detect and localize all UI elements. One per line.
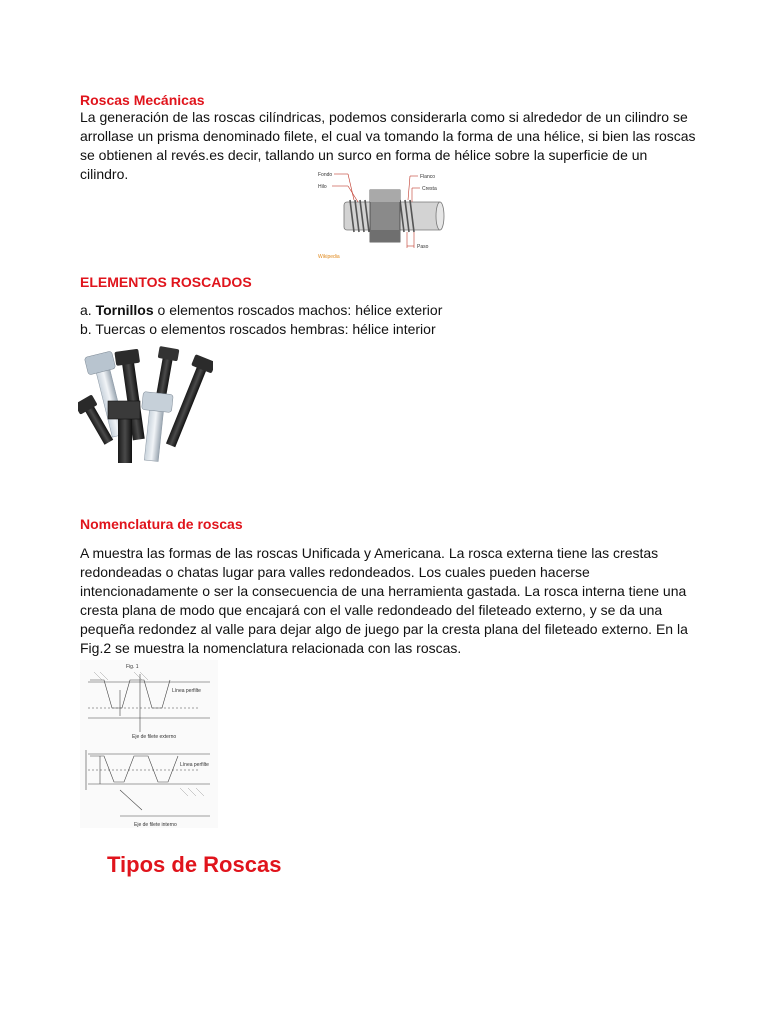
figure-caption: Fig. 1: [126, 664, 139, 670]
list-item-b: b. Tuercas o elementos roscados hembras: hélice interior: [80, 321, 436, 337]
heading-elementos-roscados: ELEMENTOS ROSCADOS: [80, 274, 252, 290]
paragraph-line: cilindro.: [80, 166, 129, 182]
label-fondo: Fondo: [318, 172, 333, 178]
title-tipos-de-roscas: Tipos de Roscas: [107, 852, 282, 877]
paragraph-line: arrollase un prisma denominado filete, el cual va tomando la forma de una hélice, si bien las roscas: [80, 128, 696, 144]
label-linea-perfil-2: Línea perfilte: [180, 762, 209, 768]
figure-watermark: Wikipedia: [318, 254, 340, 260]
list-item-a-prefix: a.: [80, 302, 96, 318]
thread-nomenclature-figure: [80, 660, 218, 828]
label-flanco: Flanco: [420, 174, 436, 180]
label-eje-1: Eje de filete externo: [132, 734, 177, 740]
list-elementos: [80, 301, 700, 339]
label-linea-perfil-1: Línea perfilte: [172, 688, 201, 694]
paragraph-nomenclatura: [80, 544, 700, 658]
paragraph-line: intencionadamente o ser la consecuencia de una herramienta gastada. La rosca interna tiene una: [80, 583, 687, 599]
label-cresta: Cresta: [422, 186, 437, 192]
paragraph-line: La generación de las roscas cilíndricas, podemos considerarla como si alrededor de un cilindro se: [80, 109, 688, 125]
bolts-image: [78, 345, 213, 465]
bolt-thread-figure: [314, 168, 446, 260]
label-hilo: Hilo: [318, 184, 327, 190]
heading-nomenclatura: Nomenclatura de roscas: [80, 516, 243, 532]
paragraph-line: A muestra las formas de las roscas Unificada y Americana. La rosca externa tiene las crestas: [80, 545, 659, 561]
paragraph-line: Fig.2 se muestra la nomenclatura relacionada con las roscas.: [80, 640, 462, 656]
list-item-a: [80, 301, 700, 320]
label-eje-2: Eje de filete interno: [134, 822, 177, 828]
paragraph-line: se obtienen al revés.es decir, tallando un surco en forma de hélice sobre la superficie de un: [80, 147, 648, 163]
heading-roscas-mecanicas: Roscas Mecánicas: [80, 92, 205, 108]
list-item-a-rest: o elementos roscados machos: hélice exterior: [153, 302, 443, 318]
label-paso: Paso: [417, 244, 429, 250]
list-item-a-bold: Tornillos: [95, 302, 154, 318]
paragraph-line: pequeña redondez al valle para dejar algo de juego par la cresta plana del fileteado externo. En la: [80, 621, 688, 637]
paragraph-line: cresta plana de modo que encajará con el valle redondeado del fileteado externo, y se da una: [80, 602, 663, 618]
paragraph-line: redondeadas o chatas lugar para valles redondeados. Los cuales pueden hacerse: [80, 564, 590, 580]
